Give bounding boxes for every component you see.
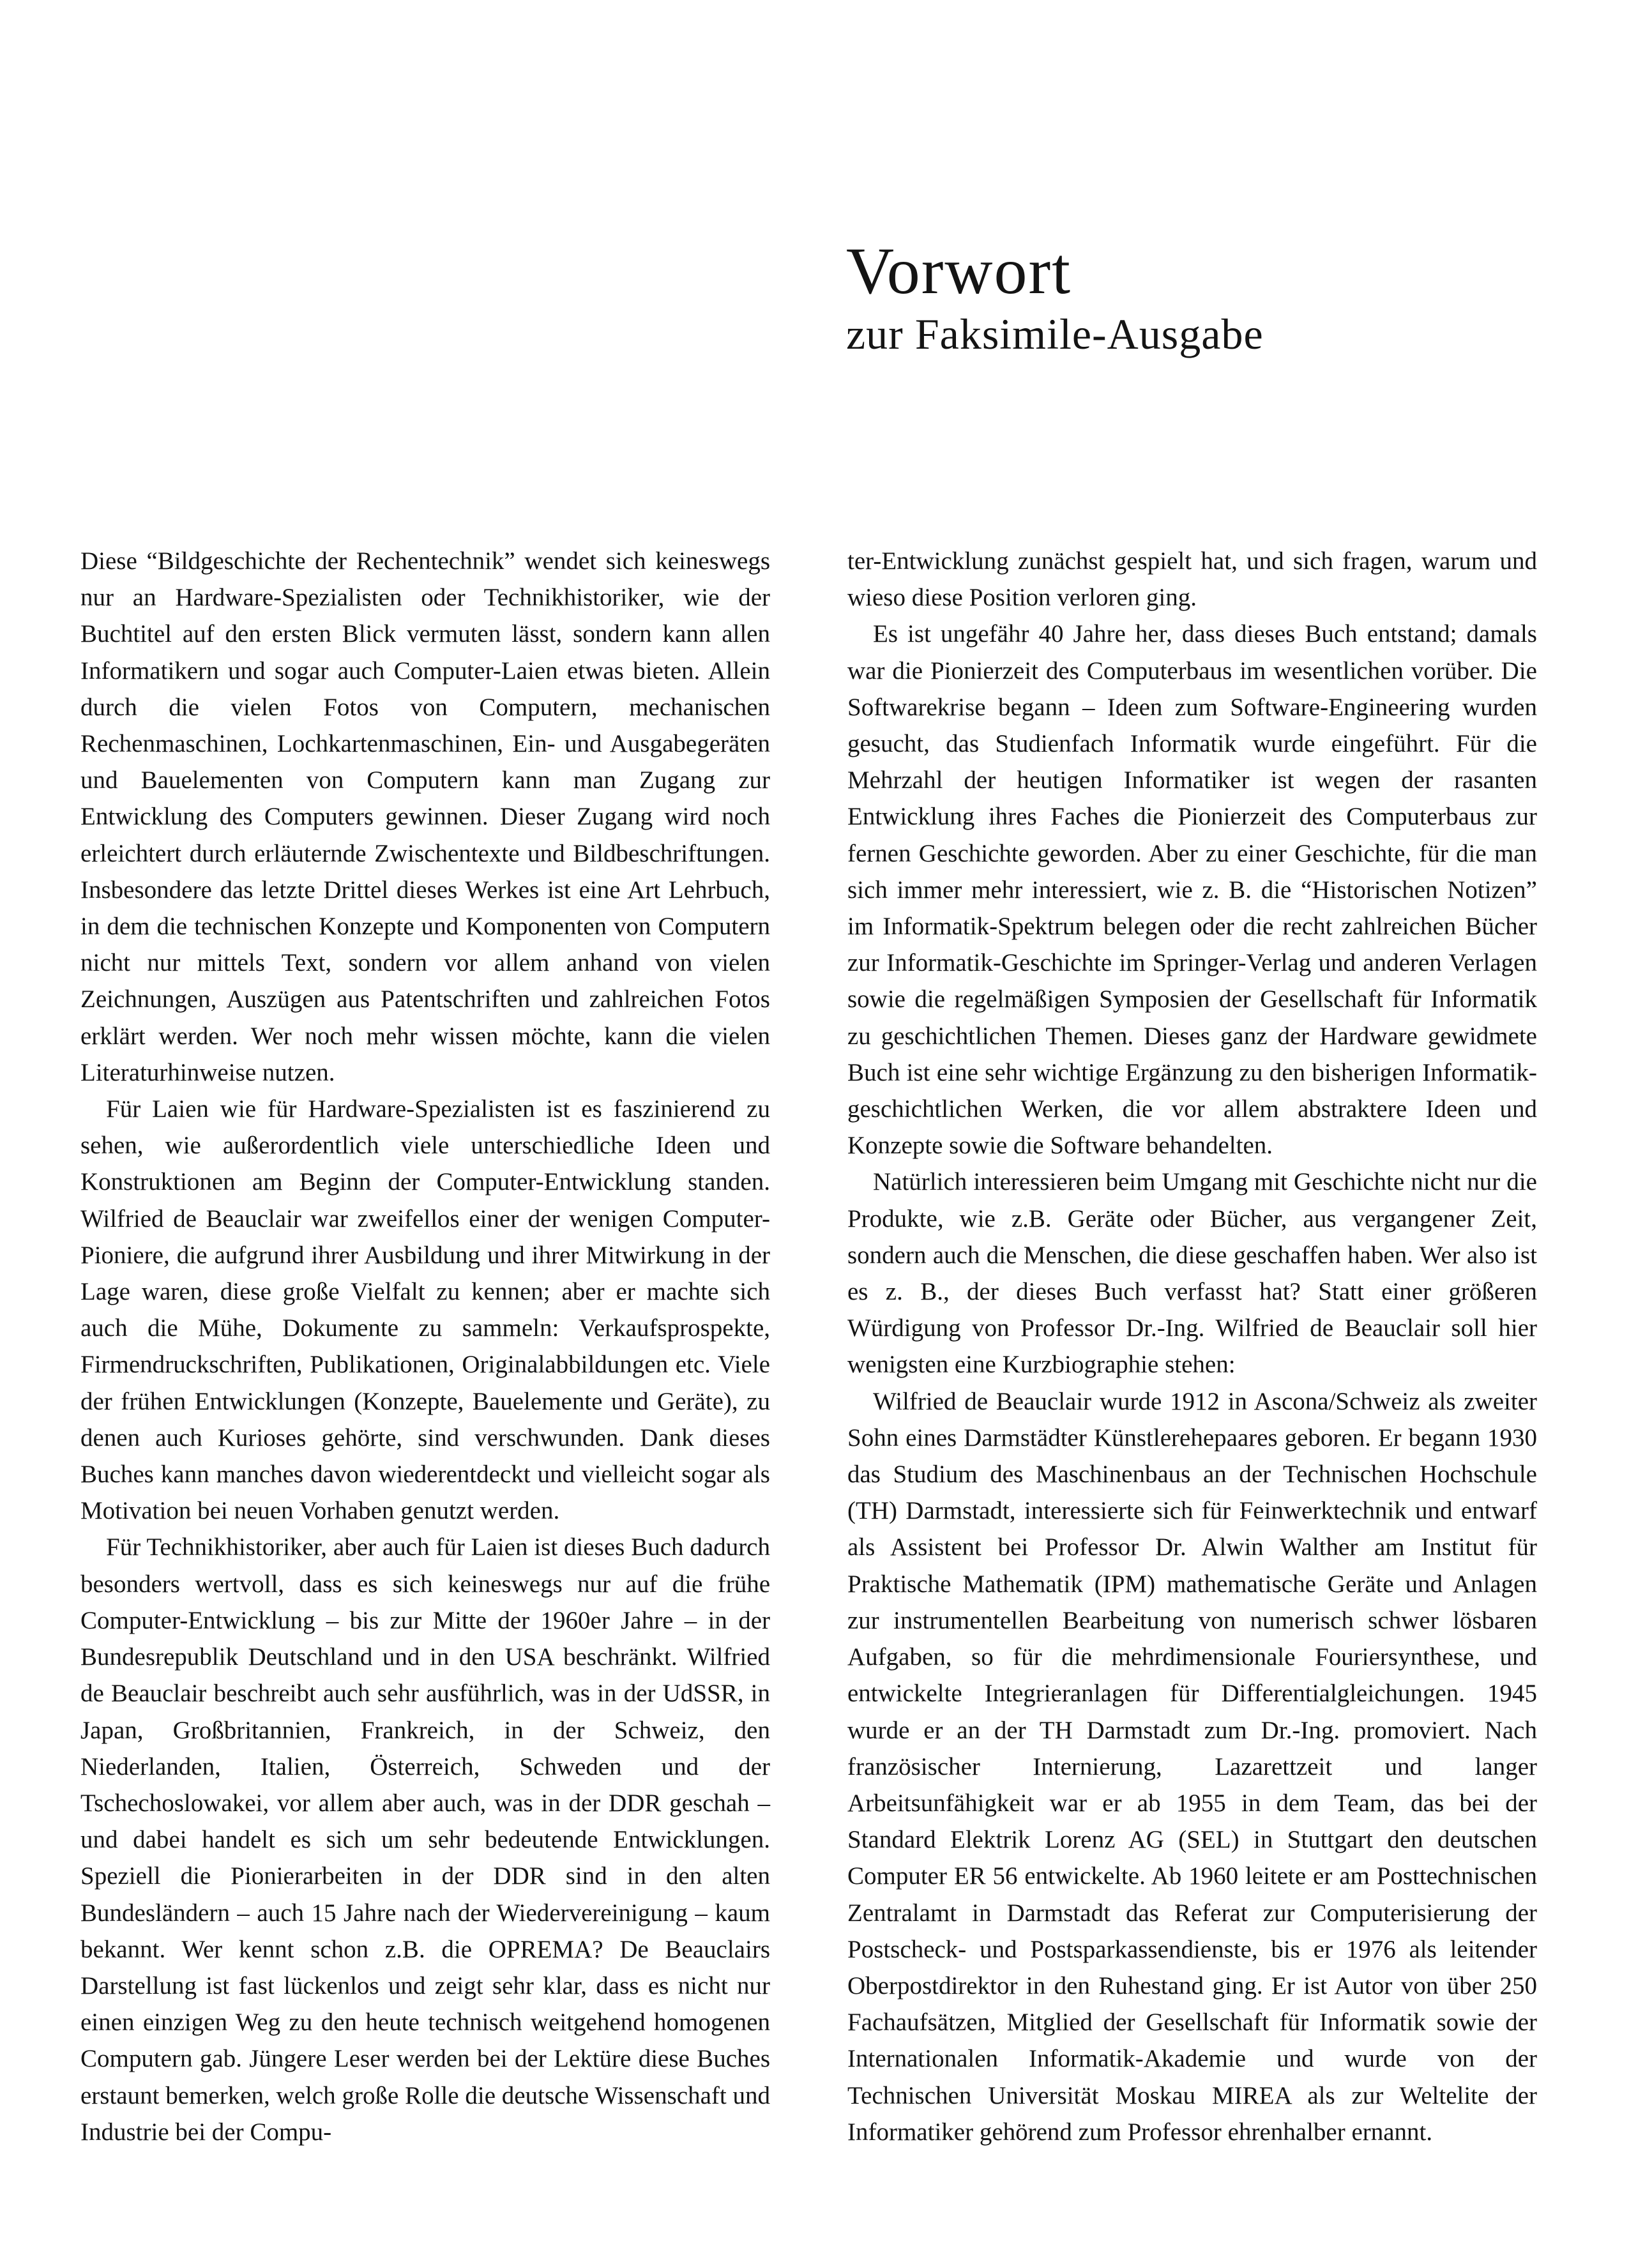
- paragraph: Diese “Bildgeschichte der Rechentechnik” wendet sich keineswegs nur an Hardware-Spezialisten oder Technikhistoriker, wie der Buchtitel auf den ersten Blick vermuten lässt, sondern kann allen Informatikern und sogar auch Computer-Laien etwas bieten. Allein durch die vielen Fotos von Computern, mechanischen Rechenmaschinen, Lochkartenmaschinen, Ein- und Ausgabegeräten und Bauelementen von Computern kann man Zugang zur Entwicklung des Computers gewinnen. Dieser Zugang wird noch erleichtert durch erläuternde Zwischentexte und Bildbeschriftungen. Insbesondere das letzte Drittel dieses Werkes ist eine Art Lehrbuch, in dem die technischen Konzepte und Komponenten von Computern nicht nur mittels Text, sondern vor allem anhand von vielen Zeichnungen, Auszügen aus Patentschriften und zahlreichen Fotos erklärt werden. Wer noch mehr wissen möchte, kann die vielen Literaturhinweise nutzen.: [80, 547, 770, 1086]
- paragraph: Natürlich interessieren beim Umgang mit Geschichte nicht nur die Produkte, wie z.B. Geräte oder Bücher, aus vergangener Zeit, sondern auch die Menschen, die diese geschaffen haben. Wer also ist es z. B., der dieses Buch verfasst hat? Statt einer größeren Würdigung von Professor Dr.-Ing. Wilfried de Beauclair soll hier wenigsten eine Kurzbiographie stehen:: [847, 1168, 1537, 1379]
- left-column: [80, 543, 770, 2150]
- paragraph: Wilfried de Beauclair wurde 1912 in Ascona/Schweiz als zweiter Sohn eines Darmstädter Künstlerehepaares geboren. Er begann 1930 das Studium des Maschinenbaus an der Technischen Hochschule (TH) Darmstadt, interessierte sich für Feinwerktechnik und entwarf als Assistent bei Professor Dr. Alwin Walther am Institut für Praktische Mathematik (IPM) mathematische Geräte und Anlagen zur instrumentellen Bearbeitung von numerisch schwer lösbaren Aufgaben, so für die mehrdimensionale Fouriersynthese, und entwickelte Integrieranlagen für Differentialgleichungen. 1945 wurde er an der TH Darmstadt zum Dr.-Ing. promoviert. Nach französischer Internierung, Lazarettzeit und langer Arbeitsunfähigkeit war er ab 1955 in dem Team, das bei der Standard Elektrik Lorenz AG (SEL) in Stuttgart den deutschen Computer ER 56 entwickelte. Ab 1960 leitete er am Posttechnischen Zentralamt in Darmstadt das Referat zur Computerisierung der Postscheck- und Postsparkassendienste, bis er 1976 als leitender Oberpostdirektor in den Ruhestand ging. Er ist Autor von über 250 Fachaufsätzen, Mitglied der Gesellschaft für Informatik sowie der Internationalen Informatik-Akademie und wurde von der Technischen Universität Moskau MIREA als zur Weltelite der Informatiker gehörend zum Professor ehrenhalber ernannt.: [847, 1387, 1537, 2146]
- paragraph: Für Laien wie für Hardware-Spezialisten ist es faszinierend zu sehen, wie außerordentlich viele unterschiedliche Ideen und Konstruktionen am Beginn der Computer-Entwicklung standen. Wilfried de Beauclair war zweifellos einer der wenigen Computer-Pioniere, die aufgrund ihrer Ausbildung und ihrer Mitwirkung in der Lage waren, diese große Vielfalt zu kennen; aber er machte sich auch die Mühe, Dokumente zu sammeln: Verkaufsprospekte, Firmendruckschriften, Publikationen, Originalabbildungen etc. Viele der frühen Entwicklungen (Konzepte, Bauelemente und Geräte), zu denen auch Kurioses gehörte, sind verschwunden. Dank dieses Buches kann manches davon wiederentdeckt und vielleicht sogar als Motivation bei neuen Vorhaben genutzt werden.: [80, 1095, 770, 1525]
- paragraph: ter-Entwicklung zunächst gespielt hat, und sich fragen, warum und wieso diese Position verloren ging.: [847, 547, 1537, 612]
- paragraph: Es ist ungefähr 40 Jahre her, dass dieses Buch entstand; damals war die Pionierzeit des Computerbaus im wesentlichen vorüber. Die Softwarekrise begann – Ideen zum Software-Engineering wurden gesucht, das Studienfach Informatik wurde eingeführt. Für die Mehrzahl der heutigen Informatiker ist wegen der rasanten Entwicklung ihres Faches die Pionierzeit des Computerbaus zur fernen Geschichte geworden. Aber zu einer Geschichte, für die man sich immer mehr interessiert, wie z. B. die “Historischen Notizen” im Informatik-Spektrum belegen oder die recht zahlreichen Bücher zur Informatik-Geschichte im Springer-Verlag und anderen Verlagen sowie die regelmäßigen Symposien der Gesellschaft für Informatik zu geschichtlichen Themen. Dieses ganz der Hardware gewidmete Buch ist eine sehr wichtige Ergänzung zu den bisherigen Informatik-geschichtlichen Werken, die vor allem abstraktere Ideen und Konzepte sowie die Software behandelten.: [847, 620, 1537, 1160]
- page-subtitle: zur Faksimile-Ausgabe: [846, 310, 1264, 359]
- title-block: [846, 236, 1264, 361]
- page-title: Vorwort: [846, 234, 1072, 308]
- paragraph: Für Technikhistoriker, aber auch für Laien ist dieses Buch dadurch besonders wertvoll, dass es sich keineswegs nur auf die frühe Computer-Entwicklung – bis zur Mitte der 1960er Jahre – in der Bundesrepublik Deutschland und in den USA beschränkt. Wilfried de Beauclair beschreibt auch sehr ausführlich, was in der UdSSR, in Japan, Großbritannien, Frankreich, in der Schweiz, den Niederlanden, Italien, Österreich, Schweden und der Tschechoslowakei, vor allem aber auch, was in der DDR geschah – und dabei handelt es sich um sehr bedeutende Entwicklungen. Speziell die Pionierarbeiten in der DDR sind in den alten Bundesländern – auch 15 Jahre nach der Wiedervereinigung – kaum bekannt. Wer kennt schon z.B. die OPREMA? De Beauclairs Darstellung ist fast lückenlos und zeigt sehr klar, dass es nicht nur einen einzigen Weg zu den heute technisch weitgehend homogenen Computern gab. Jüngere Leser werden bei der Lektüre diese Buches erstaunt bemerken, welch große Rolle die deutsche Wissenschaft und Industrie bei der Compu-: [80, 1533, 770, 2146]
- right-column: [847, 543, 1537, 2150]
